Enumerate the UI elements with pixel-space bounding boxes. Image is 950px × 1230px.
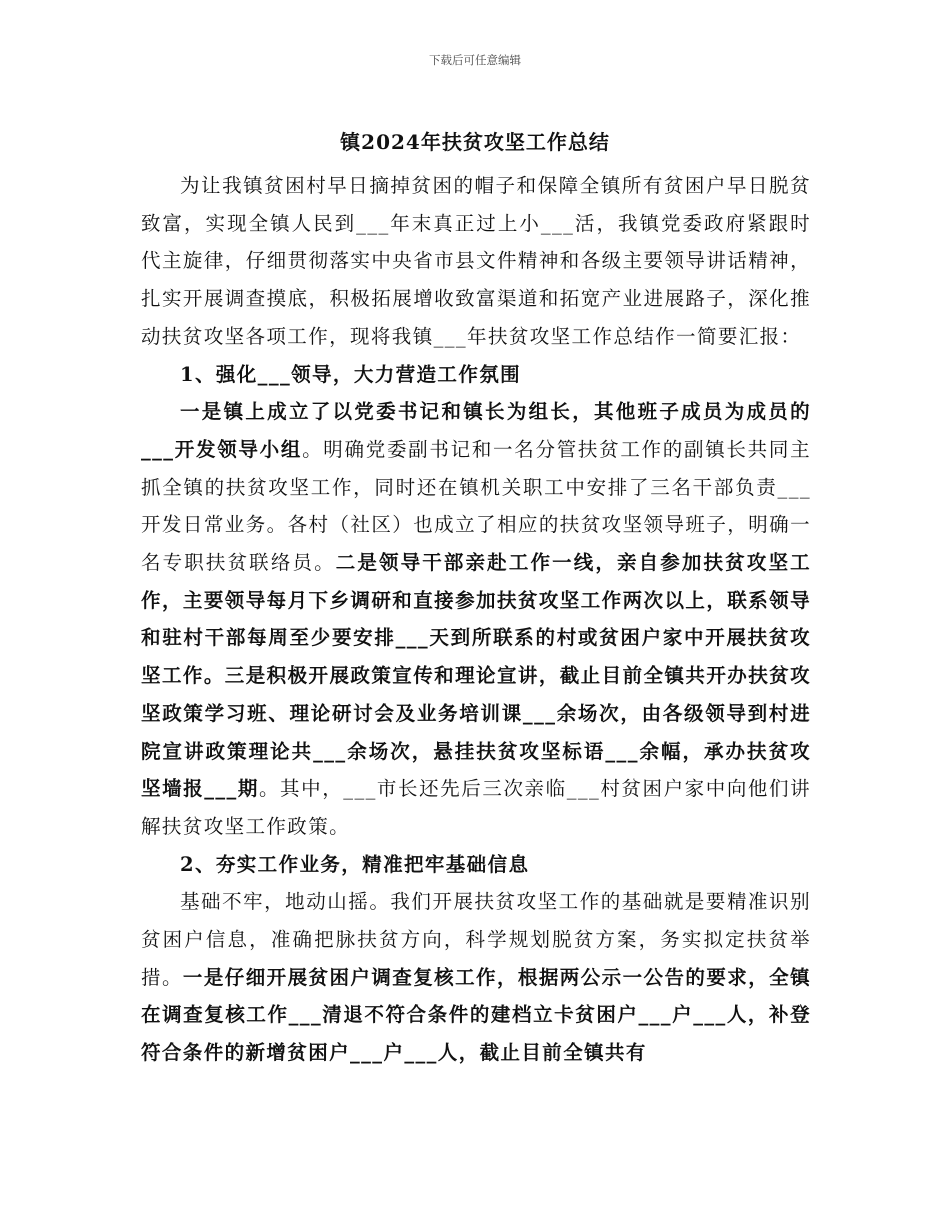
section-1-bold-text: 二是领导干部亲赴工作一线，亲自参加扶贫攻坚工作，主要领导每月下乡调研和直接参加扶贫攻坚工作两次以上，联系领导和驻村干部每周至少要安排___天到所联系的村或贫困户家中开展扶贫攻坚工作。三是积极开展政策宣传和理论宣讲，截止目前全镇共开办扶贫攻坚政策学习班、理论研讨会及业务培训课___余场次，由各级领导到村进院宣讲政策理论共___余场次，悬挂扶贫攻坚标语___余幅，承办扶贫攻坚墙报___期 (141, 551, 811, 801)
document-title: 镇2024年扶贫攻坚工作总结 (340, 130, 610, 154)
section-1-text: 。明确党委副书记和一名分管扶贫工作的副镇长共同主抓全镇的扶贫攻坚工作，同时还在镇机关职工中安排了三名干部负责___开发日常业务。各村（社区）也成立了相应的扶贫攻坚领导班子，明确一名专职扶贫联络员。 (141, 437, 811, 575)
section-1-text: 。其中，___市长还先后三次亲临___村贫困户家中向他们讲解扶贫攻坚工作政策。 (141, 777, 811, 838)
section-2-heading: 2、夯实工作业务，精准把牢基础信息 (180, 852, 530, 876)
page-header: 下载后可任意编辑 (429, 53, 521, 67)
section-1-heading: 1、强化___领导，大力营造工作氛围 (180, 362, 522, 386)
document-body (141, 167, 811, 1072)
section-2-paragraph (141, 883, 811, 1072)
intro-paragraph: 为让我镇贫困村早日摘掉贫困的帽子和保障全镇所有贫困户早日脱贫致富，实现全镇人民到___年末真正过上小___活，我镇党委政府紧跟时代主旋律，仔细贯彻落实中央省市县文件精神和各级主要领导讲话精神，扎实开展调查摸底，积极拓展增收致富渠道和拓宽产业进展路子，深化推动扶贫攻坚各项工作，现将我镇___年扶贫攻坚工作总结作一简要汇报： (141, 174, 811, 348)
section-1-paragraph (141, 393, 811, 845)
section-1-bold-text: 一是镇上成立了以党委书记和镇长为组长，其他班子成员为成员的___开发领导小组 (141, 400, 811, 461)
section-2-text: 基础不牢，地动山摇。我们开展扶贫攻坚工作的基础就是要精准识别贫困户信息，准确把脉扶贫方向，科学规划脱贫方案，务实拟定扶贫举措。 (141, 890, 811, 989)
section-2-bold-text: 一是仔细开展贫困户调查复核工作，根据两公示一公告的要求，全镇在调查复核工作___清退不符合条件的建档立卡贫困户___户___人，补登符合条件的新增贫困户___户___人，截止目前全镇共有 (141, 965, 811, 1065)
